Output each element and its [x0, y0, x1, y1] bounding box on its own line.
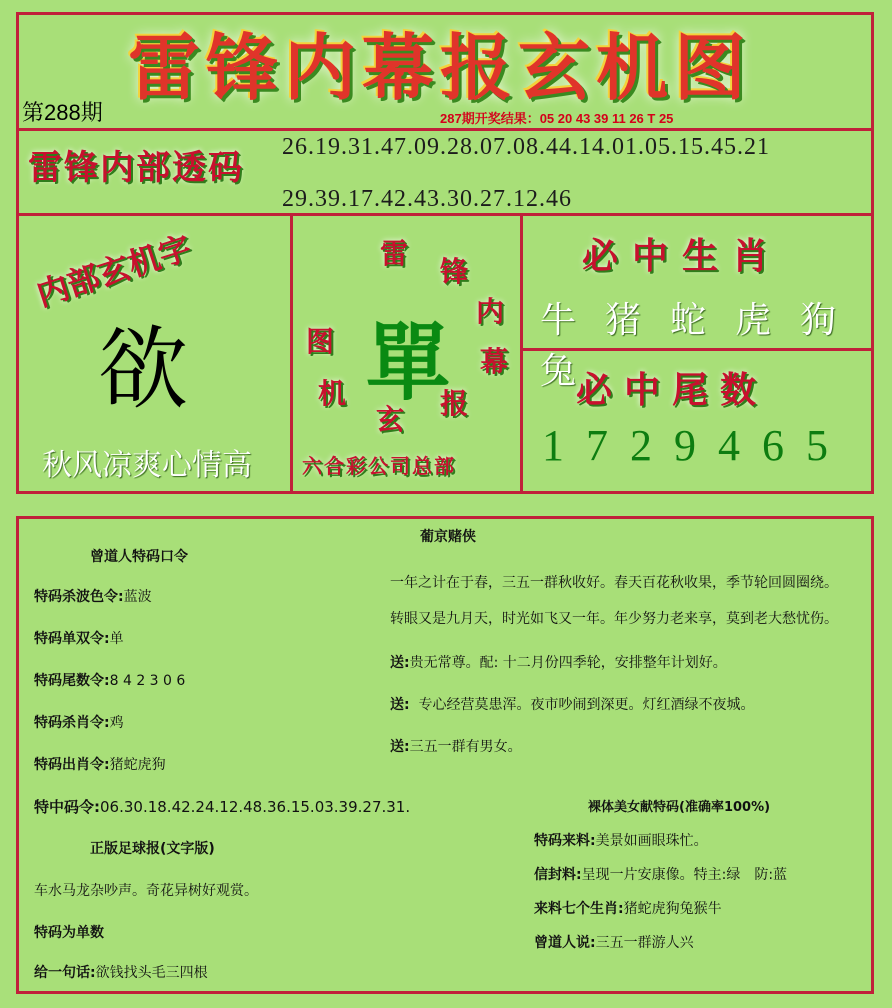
left-item-label: 特码尾数令:: [34, 673, 110, 689]
beauty-item: [534, 898, 722, 918]
left-item-value: 单: [109, 631, 124, 647]
divider-left-column: [290, 213, 293, 494]
beauty-item-label: 信封料:: [534, 867, 582, 883]
send-label: 送:: [390, 739, 410, 755]
beauty-item: [534, 932, 694, 952]
send-tail: 十二月份四季轮，安排整年计划好。: [502, 655, 727, 671]
send-line-2: [390, 694, 755, 714]
send-line-1: [390, 652, 727, 672]
football-heading: 正版足球报(文字版): [90, 841, 215, 857]
left-item-label: 特码杀肖令:: [34, 715, 110, 731]
ring-char: 幕: [480, 345, 509, 378]
beauty-item-value: 美景如画眼珠忙。: [595, 833, 708, 849]
beauty-item-label: 曾道人说:: [534, 935, 596, 951]
right-heading: 葡京赌侠: [420, 529, 476, 545]
beauty-item: [534, 830, 708, 850]
ring-char: 内: [476, 295, 505, 328]
left-item-value: 06.30.18.42.24.12.48.36.15.03.39.27.31.: [100, 798, 411, 816]
right-line: 一年之计在于春，三五一群秋收好。春天百花秋收果，季节轮回圆圈绕。: [390, 575, 838, 591]
neibu-label: 雷锋内部透码: [28, 148, 244, 188]
tail-label: 必中尾数: [576, 369, 769, 411]
left-item-label: 特码单双令:: [34, 631, 110, 647]
ring-char: 报: [440, 387, 469, 420]
beauty-item-label: 来料七个生肖:: [534, 901, 624, 917]
left-item-value: 鸡: [109, 715, 124, 731]
left-item: [34, 628, 124, 648]
sentence-label: 给一句话:: [34, 965, 96, 981]
send-label: 送:: [390, 697, 410, 713]
beauty-item-value: 猪蛇虎狗兔猴牛: [623, 901, 722, 917]
left-item: [34, 796, 410, 817]
neibu-numbers-line2: 29.39.17.42.43.30.27.12.46: [282, 186, 572, 212]
xuanji-char: 欲: [98, 317, 188, 422]
beauty-item-value: 呈现一片安康像。特主:绿 防:蓝: [581, 867, 788, 883]
ring-char: 图: [306, 325, 335, 358]
right-line: 转眼又是九月天，时光如飞又一年。年少努力老来享，莫到老大愁忧伤。: [390, 611, 838, 627]
send-text: 专心经营莫患浑。夜市吵闹到深更。灯红酒绿不夜城。: [418, 697, 755, 713]
left-item-value: 猪蛇虎狗: [109, 757, 166, 773]
sentence-value: 欲钱找头毛三四根: [95, 965, 208, 981]
ring-char: 雷: [380, 237, 409, 270]
tail-values: 1729465: [542, 421, 850, 470]
left-item-label: 特码杀波色令:: [34, 589, 124, 605]
neibu-numbers-line1: 26.19.31.47.09.28.07.08.44.14.01.05.15.45.21: [282, 134, 770, 160]
issue-number: 第288期: [22, 100, 103, 125]
left-item: [34, 670, 185, 690]
divider-under-numbers: [16, 213, 874, 216]
left-item-value: 8 4 2 3 0 6: [109, 673, 186, 689]
single-note: 特码为单数: [34, 925, 104, 941]
beauty-item-label: 特码来料:: [534, 833, 596, 849]
xuanji-poem: 秋风凉爽心情高: [42, 449, 252, 482]
banner-title: 雷锋内幕报玄机图: [127, 25, 752, 110]
company-label: 六合彩公司总部: [302, 454, 456, 478]
divider-under-banner: [16, 128, 874, 131]
xuanji-label: 内部玄机字: [31, 228, 196, 314]
zodiac-values: 牛 猪 蛇 虎 狗 兔: [540, 300, 847, 391]
dan-char: 單: [366, 313, 451, 412]
football-line: 车水马龙杂吵声。奇花异树好观赏。: [34, 883, 258, 899]
ring-char: 锋: [440, 255, 469, 288]
divider-right-column: [520, 213, 523, 494]
left-item-label: 特码出肖令:: [34, 757, 110, 773]
left-item-value: 蓝波: [123, 589, 152, 605]
ring-char: 玄: [376, 403, 405, 436]
left-item: [34, 754, 166, 774]
send-text: 贵无常尊。配:: [409, 655, 499, 671]
left-item: [34, 712, 124, 732]
beauty-item: [534, 864, 787, 884]
send-label: 送:: [390, 655, 410, 671]
beauty-heading: 裸体美女献特码(准确率100%): [588, 800, 771, 815]
beauty-item-value: 三五一群游人兴: [595, 935, 694, 951]
left-item-label: 特中码令:: [34, 798, 100, 816]
send-text: 三五一群有男女。: [409, 739, 522, 755]
sentence: [34, 962, 208, 982]
send-line-3: [390, 736, 522, 756]
left-heading: 曾道人特码口令: [90, 549, 188, 565]
zodiac-label: 必中生肖: [582, 235, 783, 277]
left-item: [34, 586, 152, 606]
ring-char: 机: [318, 377, 347, 410]
previous-result: 287期开奖结果：05 20 43 39 11 26 T 25: [440, 111, 674, 126]
